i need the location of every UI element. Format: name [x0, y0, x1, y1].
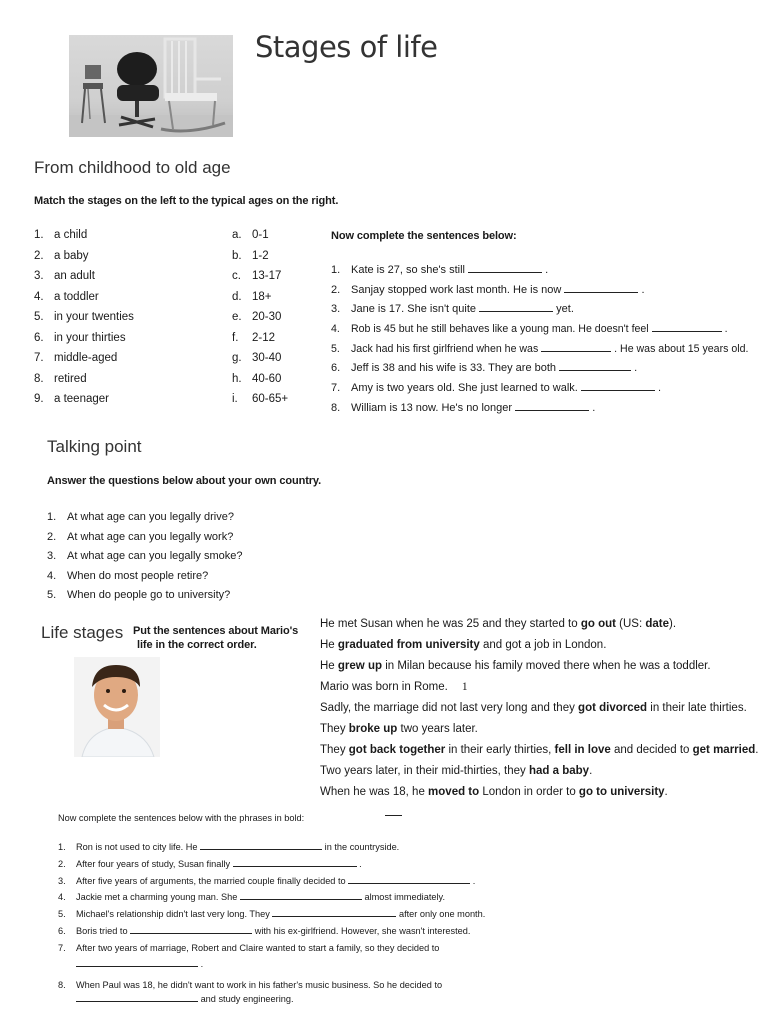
mario-sentences [320, 614, 768, 803]
sentence-text: . [664, 786, 668, 798]
list-item: 8. William is 13 now. He's no longer . [331, 399, 767, 419]
mario-sentence [320, 614, 768, 635]
answer-blank[interactable] [581, 379, 655, 391]
list-item: 3. After five years of arguments, the married couple finally decided to . [58, 875, 476, 886]
bold-phrase: moved to [428, 786, 480, 798]
mario-illustration [74, 657, 160, 757]
sentence-text: . [589, 765, 593, 777]
sentence-text: He met Susan when he was 25 and they started to [320, 618, 581, 630]
list-item: 5. Jack had his first girlfriend when he was . He was about 15 years old. [331, 340, 767, 360]
mario-sentence [320, 782, 768, 803]
list-item: f. 2-12 [232, 331, 276, 344]
list-item: e. 20-30 [232, 311, 282, 323]
bold-phrase: go to university [578, 786, 665, 798]
answer-blank[interactable] [515, 399, 589, 411]
sentence-text: Two years later, in their mid-thirties, they [320, 765, 529, 777]
answer-blank[interactable] [348, 874, 470, 884]
list-item: i. 60-65+ [232, 393, 289, 405]
answer-blank[interactable] [233, 857, 357, 867]
answer-blank[interactable] [541, 340, 611, 352]
phrase-sentences-list [58, 839, 758, 1006]
section-heading-childhood: From childhood to old age [34, 158, 231, 177]
divider-dash [385, 815, 402, 816]
match-instruction: Match the stages on the left to the typical ages on the right. [34, 195, 339, 207]
answer-blank[interactable] [652, 320, 722, 332]
sentences-list [331, 261, 767, 419]
bold-phrase: date [645, 618, 669, 630]
list-item: 4. Rob is 45 but he still behaves like a young man. He doesn't feel . [331, 320, 767, 340]
list-item: 1. At what age can you legally drive? [47, 511, 234, 523]
answer-blank[interactable] [76, 957, 198, 967]
sentence-text: They [320, 744, 349, 756]
list-item: 6. Boris tried to with his ex-girlfriend. However, she wasn't interested. [58, 925, 471, 936]
mario-sentence [320, 656, 768, 677]
list-item: 3. Jane is 17. She isn't quite yet. [331, 300, 767, 320]
list-item: b. 1-2 [232, 249, 269, 262]
sentence-text: ). [669, 618, 677, 630]
sentence-text: . [755, 744, 759, 756]
list-item: 7. middle-aged [34, 352, 118, 364]
list-item: 8. When Paul was 18, he didn't want to work in his father's music business. So he decided to and study engineering. [58, 979, 443, 1004]
mario-sentence [320, 761, 768, 782]
bold-phrase: had a baby [529, 765, 590, 777]
sentence-text: They [320, 723, 349, 735]
bold-phrase: get married [692, 744, 756, 756]
sentence-text: (US: [615, 618, 646, 630]
answer-blank[interactable] [559, 359, 631, 371]
bold-phrase: broke up [348, 723, 398, 735]
mario-sentence [320, 635, 768, 656]
list-item: h. 40-60 [232, 372, 282, 385]
list-item: 8. retired [34, 372, 87, 385]
bold-phrase: grew up [337, 660, 382, 672]
questions-list [47, 508, 347, 606]
answer-blank[interactable] [564, 281, 638, 293]
list-item: 2. At what age can you legally work? [47, 530, 234, 543]
page-title: Stages of life [255, 30, 438, 64]
list-item: 1. a child [34, 229, 88, 241]
sentence-text: and decided to [610, 744, 693, 756]
list-item: 6. Jeff is 38 and his wife is 33. They are both . [331, 359, 767, 379]
sentence-text: He [320, 639, 338, 651]
list-item: a. 0-1 [232, 229, 269, 241]
list-item: c. 13-17 [232, 270, 282, 282]
sentence-text: London in order to [479, 786, 579, 798]
sentence-text: When he was 18, he [320, 786, 429, 798]
list-item: 3. At what age can you legally smoke? [47, 550, 243, 563]
answer-blank[interactable] [200, 840, 322, 850]
list-item: 7. After two years of marriage, Robert and Claire wanted to start a family, so they decided to . [58, 942, 440, 970]
talking-point-instruction: Answer the questions below about your own country. [47, 475, 322, 487]
list-item: 2. a baby [34, 249, 89, 262]
list-item: 1. Kate is 27, so she's still . [331, 261, 767, 281]
order-number: 1 [461, 681, 468, 693]
sentence-text: in their early thirties, [445, 744, 555, 756]
mario-photo [74, 657, 160, 757]
bold-phrase: graduated from university [337, 639, 480, 651]
list-item: 1. Ron is not used to city life. He in the countryside. [58, 842, 400, 852]
answer-blank[interactable] [76, 992, 198, 1002]
answer-blank[interactable] [468, 261, 542, 273]
life-stages-instruction-line2: life in the correct order. [137, 639, 257, 651]
mario-sentence [320, 719, 768, 740]
sentence-text: two years later. [397, 723, 478, 735]
mario-sentence [320, 677, 768, 698]
phrases-instruction: Now complete the sentences below with the phrases in bold: [58, 813, 305, 823]
list-item: 4. a toddler [34, 290, 99, 303]
ages-list [232, 225, 322, 410]
chairs-illustration [69, 35, 233, 137]
list-item: 7. Amy is two years old. She just learned to walk. . [331, 379, 767, 399]
complete-sentences-heading: Now complete the sentences below: [331, 230, 517, 242]
sentence-text: He [320, 660, 338, 672]
list-item: 5. When do people go to university? [47, 589, 231, 602]
section-heading-life-stages: Life stages [41, 623, 124, 642]
answer-blank[interactable] [479, 300, 553, 312]
life-stages-instruction-line1: Put the sentences about Mario's [133, 625, 299, 637]
chairs-photo [69, 35, 233, 137]
sentence-text: in their late thirties. [647, 702, 747, 714]
list-item: 9. a teenager [34, 393, 109, 405]
bold-phrase: got back together [348, 744, 446, 756]
mario-sentence [320, 740, 768, 761]
answer-blank[interactable] [272, 907, 396, 917]
mario-sentence [320, 698, 768, 719]
list-item: 4. Jackie met a charming young man. She almost immediately. [58, 892, 445, 903]
sentence-text: in Milan because his family moved there when he was a toddler. [382, 660, 711, 672]
bold-phrase: fell in love [554, 744, 611, 756]
list-item: 4. When do most people retire? [47, 569, 209, 582]
bold-phrase: got divorced [578, 702, 648, 714]
list-item: 2. After four years of study, Susan finally . [58, 858, 362, 869]
list-item: d. 18+ [232, 290, 272, 303]
sentence-text: Mario was born in Rome. [320, 681, 448, 693]
list-item: 6. in your thirties [34, 331, 126, 344]
list-item: 5. Michael's relationship didn't last very long. They after only one month. [58, 909, 486, 920]
list-item: 3. an adult [34, 270, 95, 282]
answer-blank[interactable] [130, 924, 252, 934]
list-item: 2. Sanjay stopped work last month. He is now . [331, 281, 767, 301]
answer-blank[interactable] [240, 890, 362, 900]
stages-list [34, 225, 214, 410]
sentence-text: and got a job in London. [479, 639, 607, 651]
bold-phrase: go out [580, 618, 616, 630]
list-item: g. 30-40 [232, 352, 282, 364]
list-item: 5. in your twenties [34, 311, 134, 323]
sentence-text: Sadly, the marriage did not last very long and they [320, 702, 579, 714]
section-heading-talking-point: Talking point [47, 437, 142, 456]
